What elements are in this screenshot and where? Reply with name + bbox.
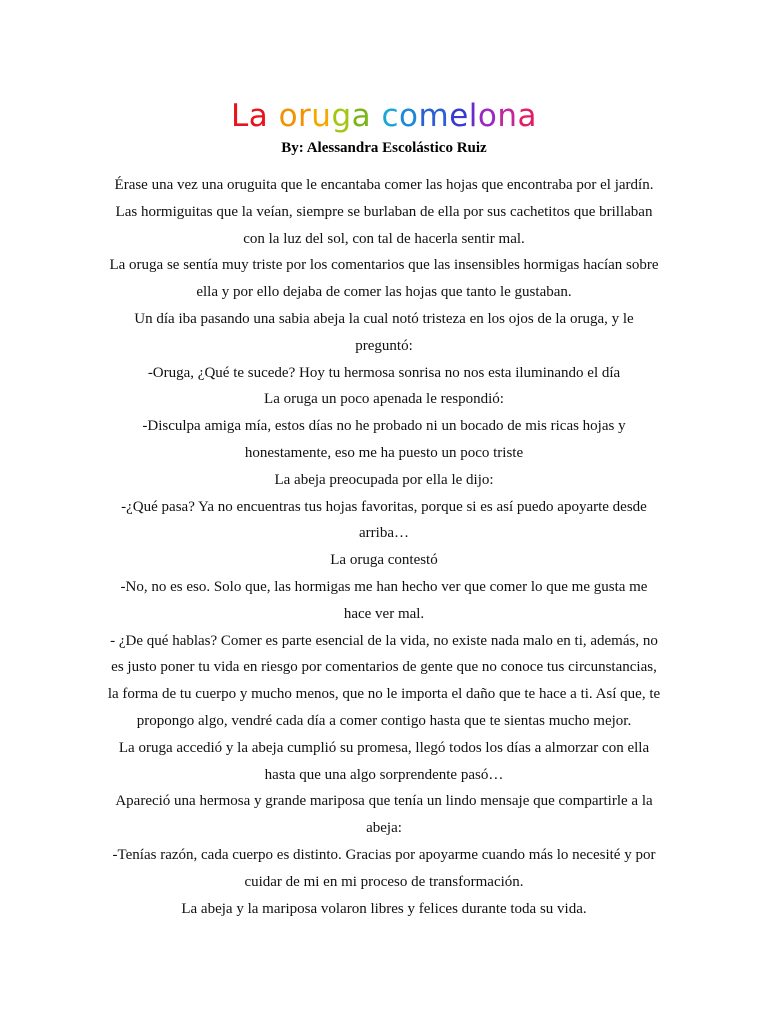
title-letter: a xyxy=(248,98,269,134)
title-letter: n xyxy=(497,98,518,134)
document-title xyxy=(0,96,768,136)
title-letter: r xyxy=(298,98,312,134)
story-paragraph: -No, no es eso. Solo que, las hormigas me han hecho ver que comer lo que me gusta me hace ver mal. xyxy=(120,578,648,622)
title-letter: g xyxy=(331,98,352,134)
title-letter: o xyxy=(477,98,498,134)
title-letter: a xyxy=(351,98,372,134)
title-letter: c xyxy=(381,98,400,134)
story-paragraph: Érase una vez una oruguita que le encantaba comer las hojas que encontraba por el jardín. Las hormiguitas que la veían, siempre se burlaban de ella por sus cachetitos que brillaban con la luz del sol, con tal de hacerla sentir mal. xyxy=(114,177,654,247)
story-paragraph: Apareció una hermosa y grande mariposa que tenía un lindo mensaje que compartirle a la abeja: xyxy=(115,793,653,837)
title-letter: o xyxy=(278,98,299,134)
story-paragraph: - ¿De qué hablas? Comer es parte esencial de la vida, no existe nada malo en ti, además, no es justo poner tu vida en riesgo por comentarios de gente que no conoce tus circunstancias, la forma de tu cuerpo y mucho menos, que no le importa el daño que te hace a ti. Así que, te propongo algo, vendré cada día a comer contigo hasta que te sientas mucho mejor. xyxy=(107,632,661,729)
title-letter: l xyxy=(468,98,478,134)
story-paragraph: -¿Qué pasa? Ya no encuentras tus hojas favoritas, porque si es así puedo apoyarte desde arriba… xyxy=(121,498,647,542)
story-paragraph: La oruga contestó xyxy=(330,552,438,569)
title-letter: u xyxy=(311,98,332,134)
story-paragraph: -Disculpa amiga mía, estos días no he probado ni un bocado de mis ricas hojas y honestamente, eso me ha puesto un poco triste xyxy=(142,418,626,461)
story-paragraph: La abeja preocupada por ella le dijo: xyxy=(274,471,494,488)
title-letter xyxy=(268,98,278,134)
title-letter: a xyxy=(517,98,538,134)
story-body xyxy=(106,172,662,922)
title-letter: m xyxy=(418,98,450,134)
story-paragraph: Un día iba pasando una sabia abeja la cual notó tristeza en los ojos de la oruga, y le preguntó: xyxy=(134,310,634,354)
story-paragraph: La abeja y la mariposa volaron libres y felices durante toda su vida. xyxy=(181,900,587,917)
story-paragraph: -Oruga, ¿Qué te sucede? Hoy tu hermosa sonrisa no nos esta iluminando el día xyxy=(147,364,621,381)
title-letter xyxy=(371,98,381,134)
story-paragraph: La oruga un poco apenada le respondió: xyxy=(264,391,504,408)
author-byline: By: Alessandra Escolástico Ruiz xyxy=(281,140,487,156)
title-letter: o xyxy=(399,98,419,134)
story-paragraph: La oruga se sentía muy triste por los comentarios que las insensibles hormigas hacían sobre ella y por ello dejaba de comer las hojas que tanto le gustaban. xyxy=(109,257,659,301)
title-letter: L xyxy=(230,98,249,134)
title-letter: e xyxy=(449,98,469,134)
story-paragraph: La oruga accedió y la abeja cumplió su promesa, llegó todos los días a almorzar con ella hasta que una algo sorprendente pasó… xyxy=(118,739,650,783)
story-paragraph: -Tenías razón, cada cuerpo es distinto. Gracias por apoyarme cuando más lo necesité y por cuidar de mi en mi proceso de transformación. xyxy=(112,846,656,890)
